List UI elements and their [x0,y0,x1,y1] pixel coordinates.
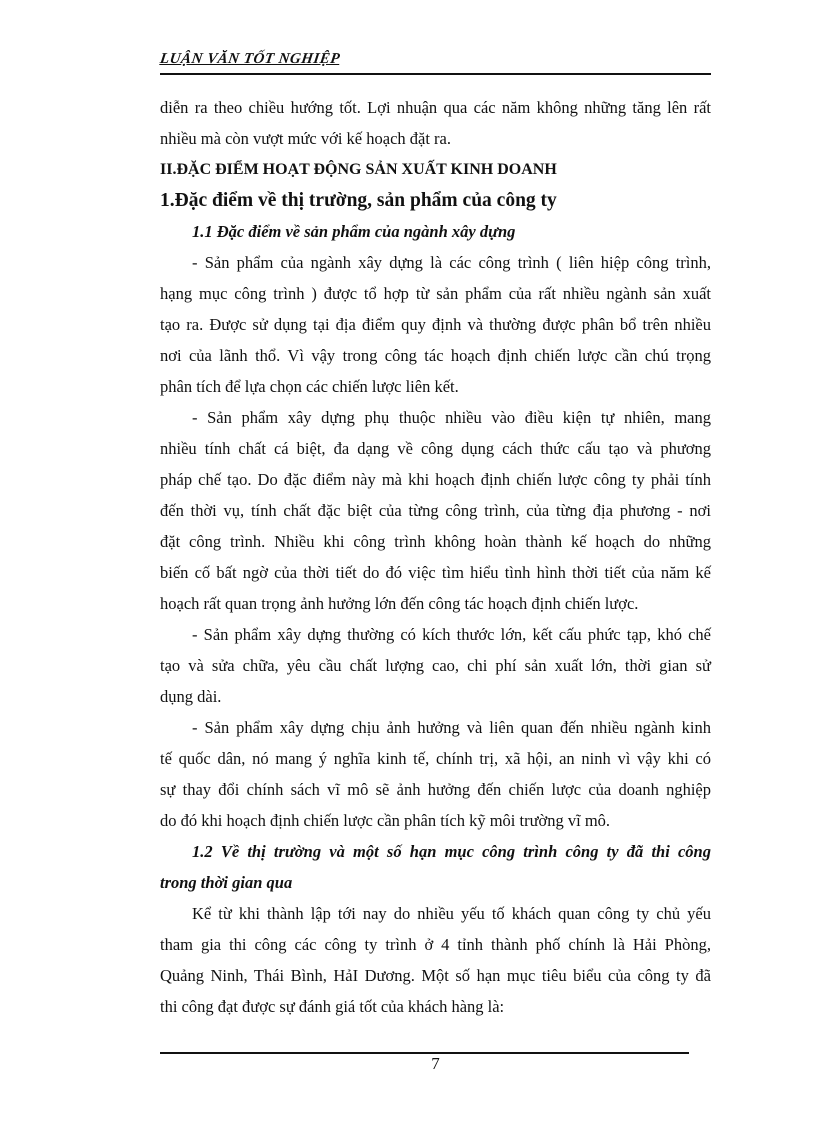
text-line: - Sản phẩm của ngành xây dựng là các công trình ( liên hiệp công trình, [192,253,711,272]
text-line: phân tích để lựa chọn các chiến lược liên kết. [160,377,459,396]
text-line: tế quốc dân, nó mang ý nghĩa kinh tế, chính trị, xã hội, an ninh vì vậy khi có [160,749,711,768]
text-line: hoạch rất quan trọng ảnh hưởng lớn đến công tác hoạch định chiến lược. [160,594,639,613]
page-header [160,50,711,68]
sub-subsection-heading: 1.1 Đặc điểm về sản phẩm của ngành xây dựng [192,222,516,241]
text-line: nhiều mà còn vượt mức với kế hoạch đặt ra. [160,129,451,148]
document-body [160,92,711,1022]
text-line: đặt công trình. Nhiều khi công trình không hoàn thành kế hoạch do những [160,532,711,551]
text-line: tạo và sửa chữa, yêu cầu chất lượng cao, chi phí sản xuất lớn, thời gian sử [160,656,711,675]
text-line: - Sản phẩm xây dựng chịu ảnh hưởng và liên quan đến nhiều ngành kinh [192,718,711,737]
text-line: pháp chế tạo. Do đặc điểm này mà khi hoạch định chiến lược công ty phải tính [160,470,711,489]
text-line: Quảng Ninh, Thái Bình, HảI Dương. Một số hạn mục tiêu biểu của công ty đã [160,966,711,985]
text-line: sự thay đổi chính sách vĩ mô sẽ ảnh hưởng đến chiến lược của doanh nghiệp [160,780,711,799]
text-line: - Sản phẩm xây dựng thường có kích thước lớn, kết cấu phức tạp, khó chế [192,625,711,644]
text-line: do đó khi hoạch định chiến lược cần phân tích kỹ môi trường vĩ mô. [160,811,611,830]
text-line: tạo ra. Được sử dụng tại địa điểm quy định và thường được phân bổ trên nhiều [160,315,711,334]
page-number: 7 [431,1054,440,1073]
header-rule [160,73,711,75]
header-title: LUẬN VĂN TỐT NGHIỆP [158,51,342,67]
text-line: hạng mục công trình ) được tổ hợp từ sản phẩm của rất nhiều ngành sản xuất [160,284,711,303]
text-line: dụng dài. [160,687,222,706]
sub-subsection-heading-cont: trong thời gian qua [160,873,293,892]
sub-subsection-heading: 1.2 Về thị trường và một số hạn mục công trình công ty đã thi công [192,842,711,861]
subsection-heading: 1.Đặc điểm về thị trường, sản phẩm của công ty [160,190,557,211]
text-line: nơi của lãnh thổ. Vì vậy trong công tác hoạch định chiến lược cần chú trọng [160,346,711,365]
text-line: biến cố bất ngờ của thời tiết do đó việc tìm hiểu tình hình thời tiết của năm kế [160,563,711,582]
text-line: thi công đạt được sự đánh giá tốt của khách hàng là: [160,997,505,1016]
section-heading: II.ĐẶC ĐIỂM HOẠT ĐỘNG SẢN XUẤT KINH DOANH [160,161,557,178]
text-line: - Sản phẩm xây dựng phụ thuộc nhiều vào điều kiện tự nhiên, mang [192,408,711,427]
text-line: tham gia thi công các công ty trình ở 4 tỉnh thành phố chính là Hải Phòng, [160,935,711,954]
text-line: diễn ra theo chiều hướng tốt. Lợi nhuận qua các năm không những tăng lên rất [160,98,711,117]
text-line: nhiều tính chất cá biệt, đa dạng về công dụng cách thức cấu tạo và phương [160,439,711,458]
text-line: Kể từ khi thành lập tới nay do nhiều yếu tố khách quan công ty chủ yếu [192,904,711,923]
text-line: đến thời vụ, tính chất đặc biệt của từng công trình, của từng địa phương - nơi [160,501,711,520]
